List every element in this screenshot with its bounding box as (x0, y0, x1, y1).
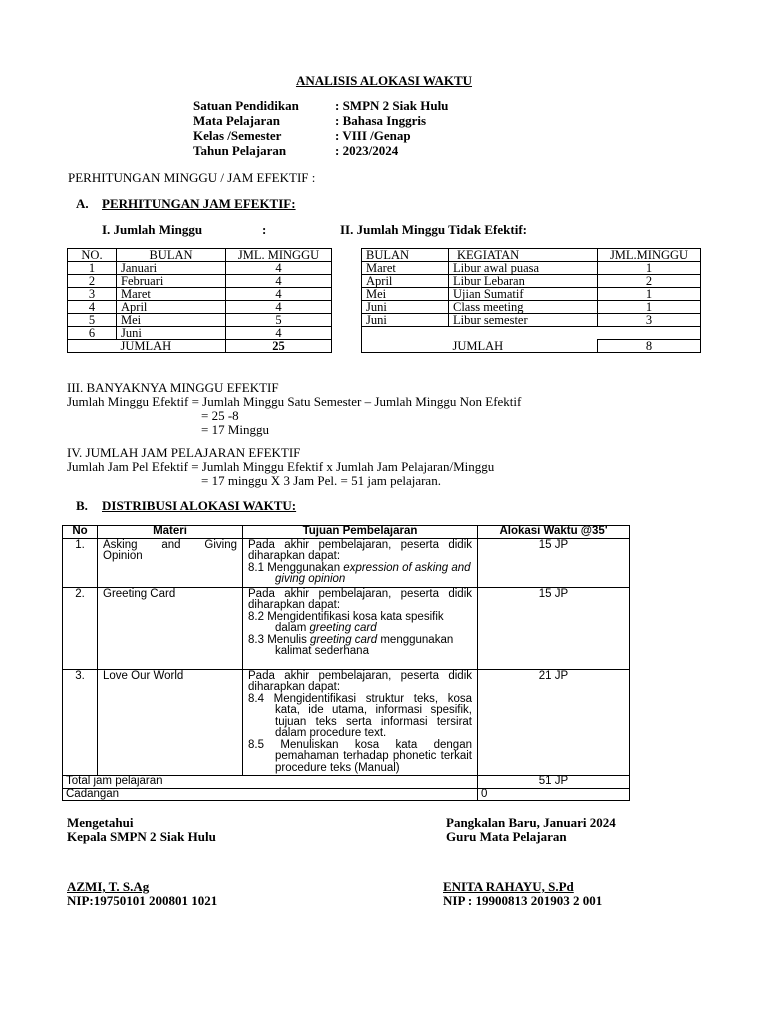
identity-row (193, 143, 493, 158)
signature-left-line1: Mengetahui (67, 815, 134, 830)
identity-block (193, 98, 493, 158)
item-text: Menulis (267, 633, 311, 646)
section-intro: PERHITUNGAN MINGGU / JAM EFEKTIF : (68, 170, 316, 185)
sub-i-colon: : (262, 222, 267, 237)
section-iii-title: III. BANYAKNYA MINGGU EFEKTIF (67, 380, 279, 395)
cell-jml: 4 (226, 327, 332, 340)
section-iii-line2: = 25 -8 (201, 408, 239, 423)
table-row (63, 538, 630, 587)
cell-jml: 4 (226, 301, 332, 314)
table-row (68, 262, 332, 275)
cell-no: 1 (68, 262, 117, 275)
tujuan-item (248, 694, 472, 740)
cadangan-value: 0 (478, 788, 630, 801)
cell-no: 5 (68, 314, 117, 327)
cell-alokasi: 15 JP (478, 587, 630, 669)
tujuan-intro: Pada akhir pembelajaran, peserta didik diharapkan dapat: (248, 587, 472, 611)
identity-label: Tahun Pelajaran (193, 143, 287, 158)
cell-materi: Greeting Card (98, 587, 243, 669)
cell-bulan: Maret (117, 288, 226, 301)
cell-empty (68, 340, 117, 353)
cell-materi: Asking and Giving Opinion (98, 538, 243, 587)
table-row (362, 301, 701, 314)
signature-left-nip: NIP:19750101 200801 1021 (67, 893, 218, 908)
cell-no: 6 (68, 327, 117, 340)
cell-jml: 4 (226, 262, 332, 275)
cell-empty (362, 340, 449, 353)
column-header: Materi (98, 526, 243, 539)
signature-left-name: AZMI, T. S.Ag (67, 879, 150, 894)
column-header: Tujuan Pembelajaran (243, 526, 478, 539)
item-number: 8.4 (248, 692, 264, 705)
cell-no: 3 (68, 288, 117, 301)
column-header: No (63, 526, 98, 539)
cell-jml: 1 (598, 301, 701, 314)
identity-label: Satuan Pendidikan (193, 98, 299, 113)
tujuan-intro: Pada akhir pembelajaran, peserta didik diharapkan dapat: (248, 538, 472, 562)
sub-ii-label: II. Jumlah Minggu Tidak Efektif: (340, 222, 527, 237)
table-row (68, 275, 332, 288)
cell-jml: 1 (598, 262, 701, 275)
cell-no: 1. (63, 538, 98, 587)
cell-jml: 1 (598, 288, 701, 301)
cell-bulan: Mei (362, 288, 449, 301)
identity-label: Mata Pelajaran (193, 113, 281, 128)
cell-jml: 3 (598, 314, 701, 327)
section-b-title: DISTRIBUSI ALOKASI WAKTU: (102, 498, 297, 513)
section-iv-line1: Jumlah Jam Pel Efektif = Jumlah Minggu Efektif x Jumlah Jam Pelajaran/Minggu (67, 459, 495, 474)
total-label: Total jam pelajaran (63, 776, 478, 789)
signature-right-line2: Guru Mata Pelajaran (446, 829, 567, 844)
tujuan-item (248, 635, 472, 658)
cell-alokasi: 15 JP (478, 538, 630, 587)
item-text: Menggunakan (267, 561, 344, 574)
item-number: 8.5 (248, 738, 264, 751)
table-header-row (362, 249, 701, 262)
table-row-empty (362, 327, 701, 340)
cell-no: 3. (63, 669, 98, 776)
table-header-row (63, 526, 630, 539)
cell-bulan: April (362, 275, 449, 288)
column-header: NO. (68, 249, 117, 262)
cell-bulan: Mei (117, 314, 226, 327)
item-text-tail: menggunakan kalimat sederhana (275, 633, 454, 657)
item-text: Mengidentifikasi struktur teks, kosa kata, ide utama, informasi spesifik, tujuan teks serta informasi tersirat dalam procedure text. (273, 692, 472, 739)
item-italic: expression of asking and giving opinion (275, 561, 471, 585)
cell-tujuan (243, 538, 478, 587)
cell-no: 2. (63, 587, 98, 669)
tujuan-item (248, 563, 472, 586)
item-number: 8.3 (248, 633, 264, 646)
cell-kegiatan: Libur semester (449, 314, 598, 327)
table-distribusi-alokasi (62, 525, 630, 801)
item-text: Mengidentifikasi kosa kata spesifik dalam (267, 610, 444, 634)
table-row (63, 669, 630, 776)
table-total-row (362, 340, 701, 353)
identity-row (193, 98, 493, 113)
cell-no: 2 (68, 275, 117, 288)
table-row (362, 262, 701, 275)
cell-kegiatan: Ujian Sumatif (449, 288, 598, 301)
identity-value: : SMPN 2 Siak Hulu (335, 98, 449, 113)
tujuan-item (248, 740, 472, 775)
total-value: 51 JP (478, 776, 630, 789)
cell-empty (598, 327, 701, 340)
identity-row (193, 128, 493, 143)
cell-bulan: Juni (117, 327, 226, 340)
cell-jml: 5 (226, 314, 332, 327)
cell-jml: 4 (226, 288, 332, 301)
table-total-row (63, 776, 630, 789)
section-iii-line3: = 17 Minggu (201, 422, 270, 437)
total-value: 25 (226, 340, 332, 353)
item-text: Menuliskan kosa kata dengan pemahaman terhadap phonetic terkait procedure teks (Manual) (275, 738, 472, 774)
signature-right-nip: NIP : 19900813 201903 2 001 (443, 893, 603, 908)
signature-right-line1: Pangkalan Baru, Januari 2024 (446, 815, 616, 830)
item-italic: greeting card (310, 633, 378, 646)
identity-value: : Bahasa Inggris (335, 113, 427, 128)
table-row (63, 587, 630, 669)
column-header: BULAN (117, 249, 226, 262)
table-row (68, 327, 332, 340)
item-italic: greeting card (309, 622, 377, 634)
table-jumlah-minggu (67, 248, 332, 353)
cell-empty (449, 327, 598, 340)
item-number: 8.2 (248, 610, 264, 623)
section-a-letter: A. (76, 196, 89, 211)
cell-bulan: Juni (362, 301, 449, 314)
cell-empty (362, 327, 449, 340)
cell-kegiatan: Libur awal puasa (449, 262, 598, 275)
table-row (362, 275, 701, 288)
cell-kegiatan: Class meeting (449, 301, 598, 314)
cell-jml: 4 (226, 275, 332, 288)
cell-bulan: April (117, 301, 226, 314)
table-cadangan-row (63, 788, 630, 801)
cell-materi: Love Our World (98, 669, 243, 776)
cell-tujuan (243, 587, 478, 669)
identity-label: Kelas /Semester (193, 128, 282, 143)
total-value: 8 (598, 340, 701, 353)
cell-tujuan (243, 669, 478, 776)
sub-i-label: I. Jumlah Minggu (102, 222, 203, 237)
column-header: BULAN (362, 249, 449, 262)
cell-bulan: Juni (362, 314, 449, 327)
document-title: ANALISIS ALOKASI WAKTU (295, 73, 473, 88)
cell-no: 4 (68, 301, 117, 314)
column-header: JML.MINGGU (598, 249, 701, 262)
column-header: Alokasi Waktu @35' (478, 526, 630, 539)
column-header: JML. MINGGU (226, 249, 332, 262)
identity-row (193, 113, 493, 128)
cell-bulan: Maret (362, 262, 449, 275)
cell-bulan: Februari (117, 275, 226, 288)
cell-jml: 2 (598, 275, 701, 288)
table-row (68, 301, 332, 314)
tujuan-item (248, 612, 472, 635)
identity-value: : VIII /Genap (335, 128, 411, 143)
total-label: JUMLAH (449, 340, 598, 353)
cadangan-label: Cadangan (63, 788, 478, 801)
cell-kegiatan: Libur Lebaran (449, 275, 598, 288)
table-row (68, 314, 332, 327)
table-row (362, 314, 701, 327)
section-a-title: PERHITUNGAN JAM EFEKTIF: (102, 196, 296, 211)
section-iii-line1: Jumlah Minggu Efektif = Jumlah Minggu Satu Semester – Jumlah Minggu Non Efektif (67, 394, 522, 409)
section-iv-line2: = 17 minggu X 3 Jam Pel. = 51 jam pelajaran. (201, 473, 441, 488)
item-number: 8.1 (248, 561, 264, 574)
cell-alokasi: 21 JP (478, 669, 630, 776)
signature-right-name: ENITA RAHAYU, S.Pd (443, 879, 574, 894)
total-label: JUMLAH (117, 340, 226, 353)
column-header: KEGIATAN (449, 249, 598, 262)
table-header-row (68, 249, 332, 262)
table-row (362, 288, 701, 301)
tujuan-intro: Pada akhir pembelajaran, peserta didik diharapkan dapat: (248, 669, 472, 693)
section-iv-title: IV. JUMLAH JAM PELAJARAN EFEKTIF (67, 445, 301, 460)
table-minggu-tidak-efektif (361, 248, 701, 353)
identity-value: : 2023/2024 (335, 143, 399, 158)
section-b-letter: B. (76, 498, 88, 513)
cell-bulan: Januari (117, 262, 226, 275)
table-total-row (68, 340, 332, 353)
signature-left-line2: Kepala SMPN 2 Siak Hulu (67, 829, 216, 844)
table-row (68, 288, 332, 301)
